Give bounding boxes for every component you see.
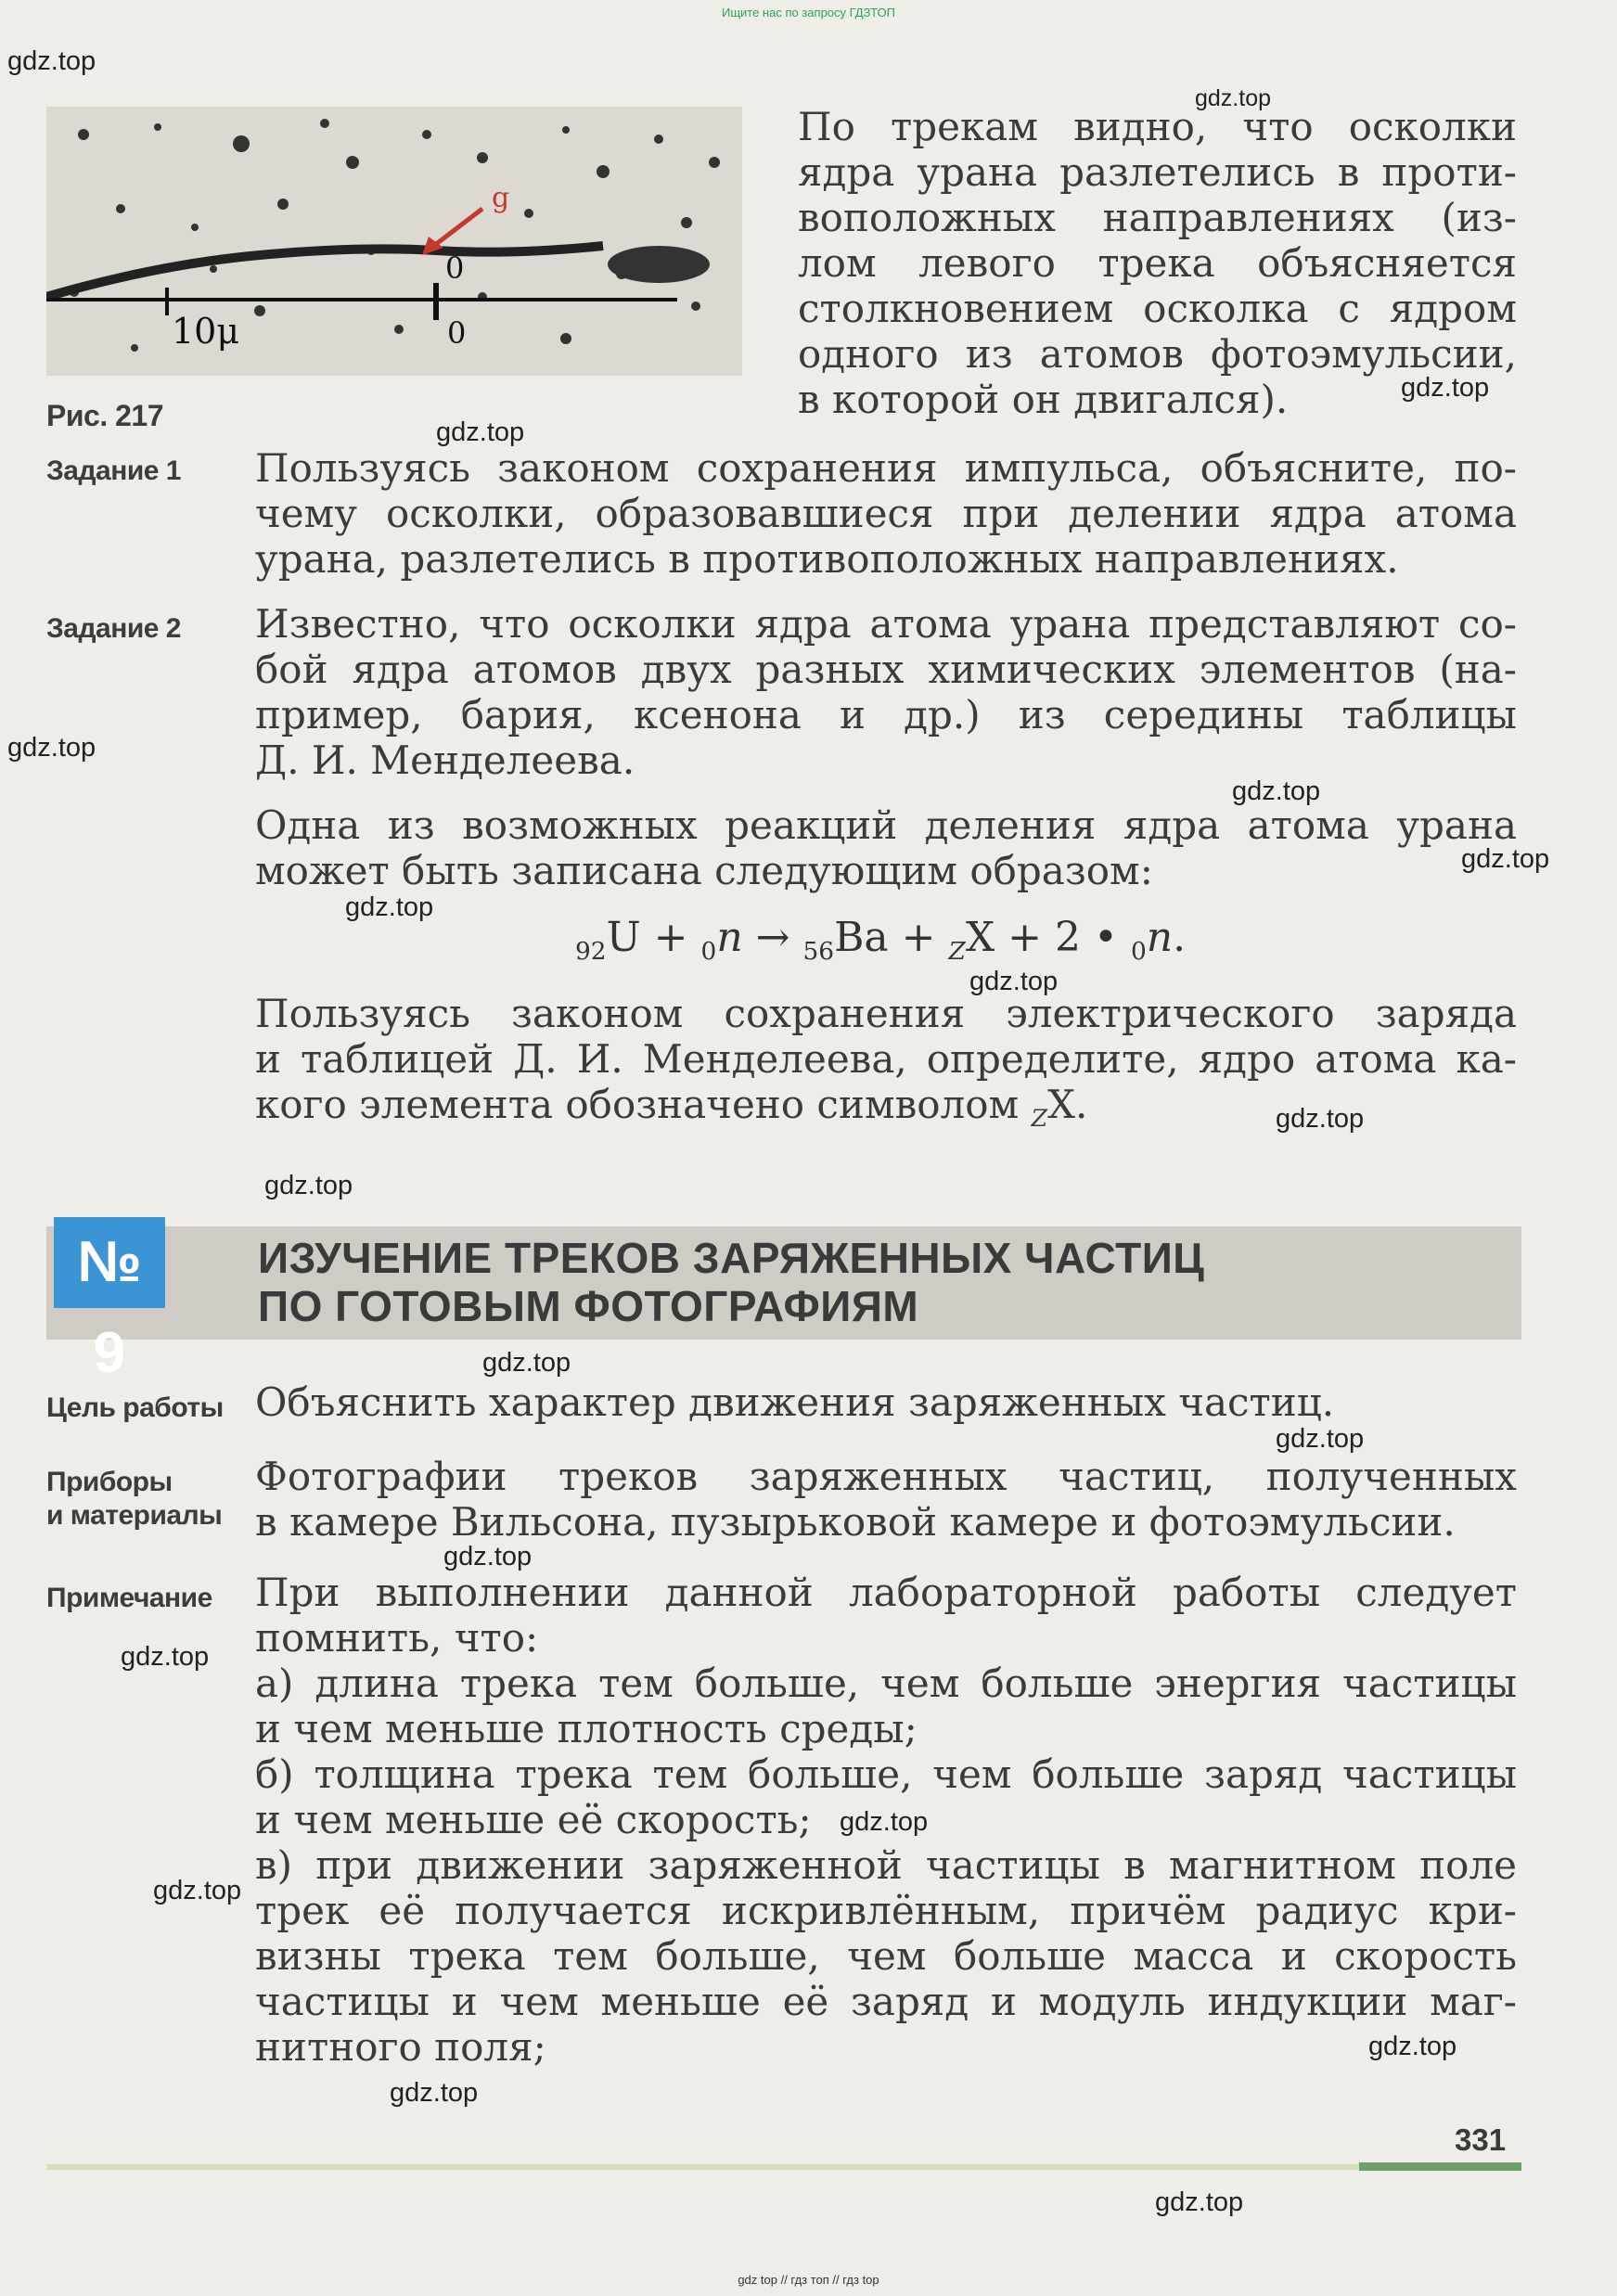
track-photo-label-g: g — [492, 182, 510, 214]
formula-part: . — [1173, 914, 1187, 961]
watermark: gdz.top — [153, 1876, 242, 1905]
formula-part: → — [742, 914, 803, 961]
text-line: трек её получается искривлённым, причём радиус кри- — [255, 1888, 1517, 1933]
text-line: в камере Вильсона, пузырьковой камере и фотоэмульсии. — [255, 1499, 1456, 1545]
text-line: одного из атомов фотоэмульсии, — [798, 331, 1517, 377]
text-line: и таблицей Д. И. Менделеева, определите, ядро атома ка- — [255, 1036, 1517, 1082]
watermark: gdz.top — [345, 892, 434, 922]
track-photo-label-zero1: 0 — [445, 250, 465, 286]
text-line: Фотографии треков заряженных частиц, полученных — [255, 1454, 1517, 1499]
goal-label: Цель работы — [46, 1392, 224, 1423]
text-line: а) длина трека тем больше, чем больше энергия частицы — [255, 1661, 1517, 1706]
formula-part: 92 — [575, 937, 607, 967]
text-part: кого элемента обозначено символом — [255, 1082, 1032, 1127]
formula-part: 0 — [1130, 937, 1147, 967]
task1-text — [255, 445, 1517, 582]
watermark: gdz.top — [482, 1348, 571, 1378]
equipment-label — [46, 1466, 222, 1533]
section-title — [258, 1234, 1204, 1330]
section-title-line: ИЗУЧЕНИЕ ТРЕКОВ ЗАРЯЖЕННЫХ ЧАСТИЦ — [258, 1234, 1205, 1282]
text-line: Пользуясь законом сохранения электрического заряда — [255, 991, 1517, 1036]
watermark: gdz.top — [1195, 85, 1272, 111]
text-part: Z — [1031, 1104, 1048, 1132]
note-label: Примечание — [46, 1583, 212, 1613]
track-photo-drawing — [46, 107, 742, 376]
watermark: gdz.top — [1276, 1104, 1365, 1134]
watermark: gdz.top — [1401, 373, 1490, 403]
formula-part: Z — [948, 937, 966, 967]
task2-para1 — [255, 601, 1517, 783]
footer-rule-dark — [1359, 2162, 1521, 2171]
formula-part: U + — [606, 914, 701, 961]
formula-part: n — [1146, 914, 1174, 961]
formula-part: X + 2 • — [965, 914, 1131, 961]
label-line: и материалы — [46, 1500, 223, 1531]
text-line: урана, разлетелись в противоположных направлениях. — [255, 536, 1399, 582]
fission-reaction-formula — [575, 914, 1186, 966]
figure-caption: Рис. 217 — [46, 399, 163, 432]
section-number-badge: № 9 — [54, 1217, 165, 1308]
watermark: gdz.top — [7, 46, 96, 76]
text-line: в которой он двигался). — [798, 377, 1289, 422]
text-line: визны трека тем больше, чем больше масса и скорость — [255, 1933, 1517, 1979]
equipment-text — [255, 1454, 1517, 1545]
text-line: пример, бария, ксенона и др.) из середины таблицы — [255, 692, 1517, 738]
section-title-line: ПО ГОТОВЫМ ФОТОГРАФИЯМ — [258, 1282, 919, 1330]
track-photo-label-zero2: 0 — [447, 315, 467, 351]
watermark: gdz.top — [443, 1542, 533, 1571]
watermark: gdz.top — [436, 417, 525, 447]
text-line: частицы и чем меньше её заряд и модуль индукции маг- — [255, 1979, 1517, 2024]
track-photo — [46, 107, 742, 376]
watermark: gdz.top — [1232, 776, 1321, 806]
watermark: gdz.top — [390, 2078, 479, 2108]
formula-part: 0 — [700, 937, 717, 967]
watermark: gdz.top — [1155, 2187, 1244, 2217]
formula-part: Ba + — [834, 914, 949, 961]
watermark: gdz.top — [121, 1642, 210, 1672]
watermark: gdz.top — [1461, 844, 1550, 874]
text-line: б) толщина трека тем больше, чем больше заряд частицы — [255, 1751, 1517, 1797]
text-line: По трекам видно, что осколки — [798, 104, 1517, 149]
task2-label: Задание 2 — [46, 613, 181, 644]
text-line: Одна из возможных реакций деления ядра атома урана — [255, 802, 1517, 848]
track-photo-label-scale: 10μ — [172, 311, 240, 352]
watermark: gdz.top — [1368, 2032, 1457, 2061]
footer-rule-light — [46, 2164, 1359, 2170]
watermark: gdz.top — [264, 1171, 353, 1200]
text-line: помнить, что: — [255, 1615, 539, 1661]
text-line: ядра урана разлетелись в проти- — [798, 149, 1517, 195]
task2-para2 — [255, 802, 1517, 893]
formula-part: 56 — [802, 937, 835, 967]
text-line: в) при движении заряженной частицы в магнитном поле — [255, 1842, 1517, 1888]
goal-text: Объяснить характер движения заряженных частиц. — [255, 1379, 1335, 1425]
formula-part: n — [716, 914, 743, 961]
text-line: При выполнении данной лабораторной работы следует — [255, 1570, 1517, 1615]
text-line: лом левого трека объясняется — [798, 240, 1517, 286]
text-line: воположных направлениях (из- — [798, 195, 1517, 240]
page-number: 331 — [1455, 2123, 1507, 2157]
watermark: gdz.top — [7, 733, 96, 763]
text-line: Пользуясь законом сохранения импульса, объясните, по- — [255, 445, 1517, 491]
label-line: Приборы — [46, 1467, 173, 1497]
top-banner[interactable]: Ищите нас по запросу ГДЗТОП — [721, 6, 895, 19]
watermark: gdz.top — [969, 967, 1059, 996]
text-line: чему осколки, образовавшиеся при делении ядра атома — [255, 491, 1517, 536]
text-line: нитного поля; — [255, 2024, 546, 2070]
text-line: может быть записана следующим образом: — [255, 848, 1153, 893]
footer-links[interactable]: gdz top // гдз топ // гдз top — [738, 2273, 879, 2287]
text-line: и чем меньше плотность среды; — [255, 1706, 918, 1751]
watermark: gdz.top — [1276, 1424, 1365, 1454]
watermark: gdz.top — [840, 1807, 929, 1837]
text-line: столкновением осколка с ядром — [798, 286, 1517, 331]
text-line: и чем меньше её скорость; — [255, 1797, 812, 1842]
task1-label: Задание 1 — [46, 455, 181, 486]
text-line: Известно, что осколки ядра атома урана представляют со- — [255, 601, 1517, 647]
text-part: X. — [1047, 1082, 1088, 1127]
text-line: Д. И. Менделеева. — [255, 738, 635, 783]
text-line: бой ядра атомов двух разных химических элементов (на- — [255, 647, 1517, 692]
